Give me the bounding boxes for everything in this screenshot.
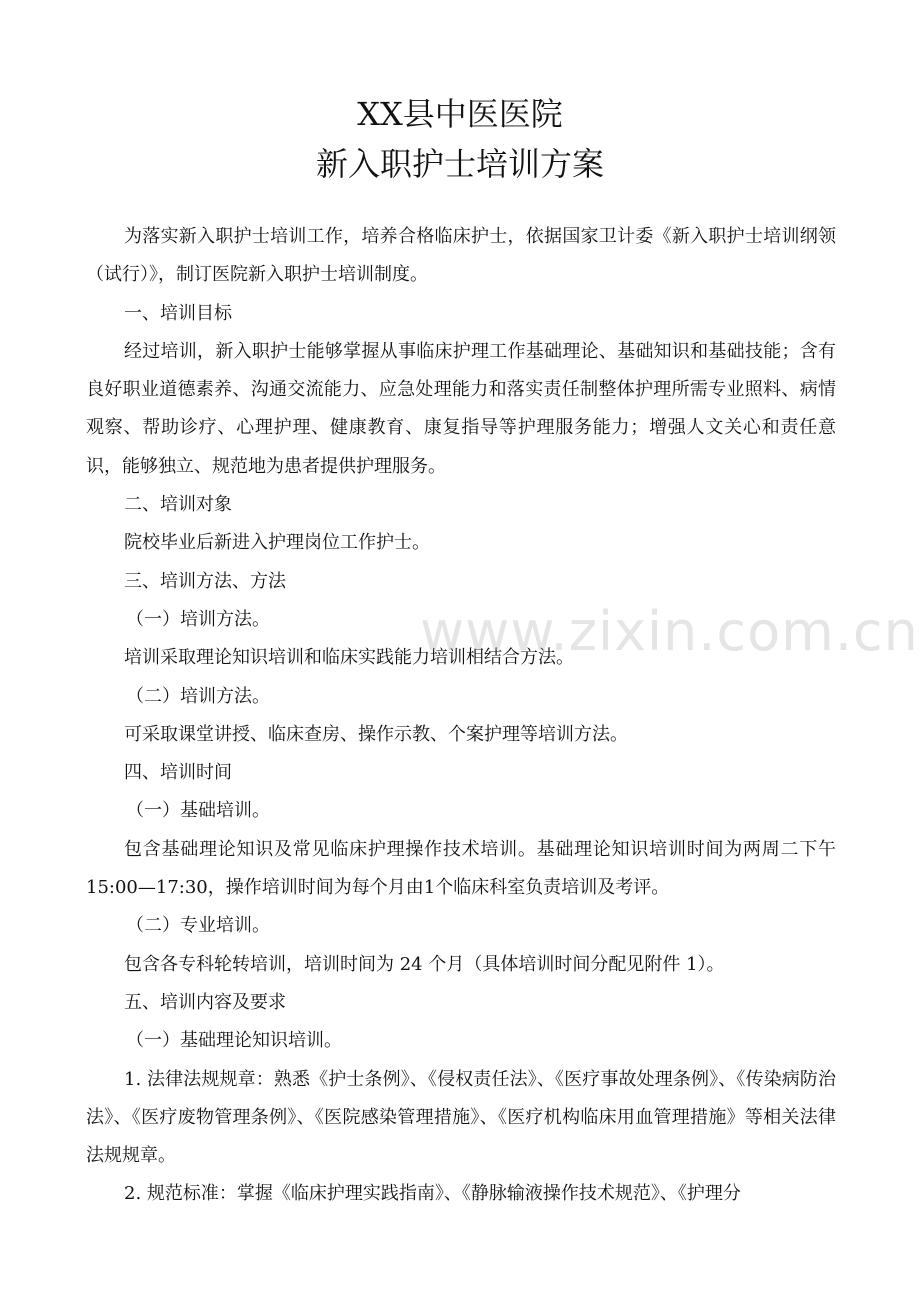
section-heading: 二、培训对象 (124, 494, 232, 516)
subsection-heading: （二）培训方法。 (126, 685, 270, 707)
section-heading: 三、培训方法、方法 (124, 570, 286, 592)
paragraph: 2. 规范标准：掌握《临床护理实践指南》、《静脉输液操作技术规范》、《护理分 (124, 1183, 741, 1205)
subsection-heading: （一）基础理论知识培训。 (126, 1030, 342, 1052)
hospital-title: XX县中医医院 (357, 95, 563, 133)
paragraph: 培训采取理论知识培训和临床实践能力培训相结合方法。 (124, 647, 574, 669)
paragraph: 1. 法律法规规章：熟悉《护士条例》、《侵权责任法》、《医疗事故处理条例》、《传染病防治法》、《医疗废物管理条例》、《医院感染管理措施》、《医疗机构临床用血管理措施》等相关法律法规规章。 (86, 1068, 836, 1167)
intro-paragraph: 为落实新入职护士培训工作，培养合格临床护士，依据国家卫计委《新入职护士培训纲领（试行）》，制订医院新入职护士培训制度。 (86, 226, 836, 286)
paragraph: 包含各专科轮转培训，培训时间为 24 个月（具体培训时间分配见附件 1）。 (124, 953, 725, 975)
subsection-heading: （二）专业培训。 (126, 915, 270, 937)
section-heading: 一、培训目标 (124, 302, 232, 324)
document-title: 新入职护士培训方案 (315, 145, 604, 183)
paragraph: 可采取课堂讲授、临床查房、操作示教、个案护理等培训方法。 (124, 723, 628, 745)
subsection-heading: （一）基础培训。 (126, 800, 270, 822)
watermark-text: www.zixin.com.cn (420, 600, 919, 663)
section-heading: 四、培训时间 (124, 762, 232, 784)
paragraph: 经过培训，新入职护士能够掌握从事临床护理工作基础理论、基础知识和基础技能；含有良好职业道德素养、沟通交流能力、应急处理能力和落实责任制整体护理所需专业照料、病情观察、帮助诊疗、心理护理、健康教育、康复指导等护理服务能力；增强人文关心和责任意识，能够独立、规范地为患者提供护理服务。 (86, 340, 836, 477)
paragraph: 包含基础理论知识及常见临床护理操作技术培训。基础理论知识培训时间为两周二下午15:00—17:30，操作培训时间为每个月由1个临床科室负责培训及考评。 (86, 838, 836, 899)
section-heading: 五、培训内容及要求 (124, 991, 286, 1013)
subsection-heading: （一）培训方法。 (126, 608, 270, 630)
paragraph: 院校毕业后新进入护理岗位工作护士。 (124, 532, 430, 554)
document-body (86, 218, 836, 1214)
